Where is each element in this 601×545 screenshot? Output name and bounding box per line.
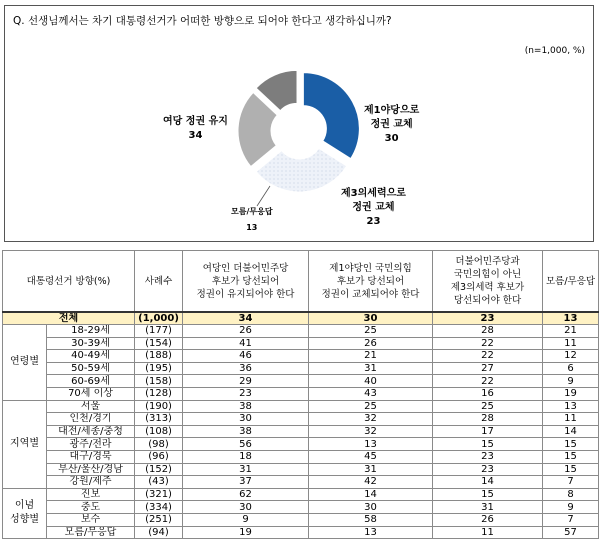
row-label: 서울 — [47, 400, 135, 413]
cell-value: 14 — [309, 488, 433, 501]
cell-value: 14 — [433, 476, 543, 489]
cell-value: 8 — [543, 488, 599, 501]
table-row — [3, 337, 599, 350]
table-row — [3, 463, 599, 476]
group-label — [3, 325, 47, 401]
row-label: 보수 — [47, 513, 135, 526]
row-label: 대구/경북 — [47, 450, 135, 463]
cell-value: 15 — [433, 438, 543, 451]
cell-value: 13 — [309, 438, 433, 451]
sample-count: (190) — [135, 400, 183, 413]
table-row — [3, 438, 599, 451]
total-row — [3, 312, 599, 325]
slice-label-ruling-party — [163, 115, 228, 143]
cell-value: 36 — [183, 362, 309, 375]
cell-value: 38 — [183, 400, 309, 413]
cell-value: 7 — [543, 513, 599, 526]
cell-value: 15 — [543, 450, 599, 463]
cell-value: 32 — [309, 413, 433, 426]
slice-label-third-force — [341, 187, 406, 229]
cell-value: 37 — [183, 476, 309, 489]
cell-value: 58 — [309, 513, 433, 526]
cell-value: 15 — [543, 463, 599, 476]
column-header — [543, 251, 599, 313]
row-label: 대전/세종/충청 — [47, 425, 135, 438]
cell-value: 13 — [543, 400, 599, 413]
group-label-line: 지역별 — [10, 438, 39, 450]
slice-label-line: 제1야당으로 — [364, 105, 420, 116]
column-header-line: 후보가 당선되어 — [211, 275, 280, 287]
row-label: 70세 이상 — [47, 387, 135, 400]
cell-value: 17 — [433, 425, 543, 438]
slice-label-value: 30 — [384, 133, 399, 144]
question-panel — [4, 5, 594, 242]
pie-chart — [5, 6, 593, 241]
cell-value: 30 — [309, 501, 433, 514]
slice-label-no-answer — [231, 206, 273, 234]
table-header — [3, 251, 599, 313]
cell-value: 18 — [183, 450, 309, 463]
column-header-line: 제1야당인 국민의힘 — [329, 262, 412, 274]
row-label: 모름/무응답 — [47, 526, 135, 539]
group-label — [3, 400, 47, 488]
group-label-line: 성향별 — [10, 514, 39, 526]
cell-value: 31 — [309, 463, 433, 476]
cell-value: 11 — [433, 526, 543, 539]
column-header — [183, 251, 309, 313]
sample-count: (177) — [135, 325, 183, 338]
cell-value: 9 — [543, 375, 599, 388]
cell-value: 11 — [543, 337, 599, 350]
table-row — [3, 325, 599, 338]
row-label: 진보 — [47, 488, 135, 501]
slice-label-value: 34 — [188, 130, 203, 141]
slice-label-line: 정권 교체 — [370, 119, 413, 130]
table-body — [3, 312, 599, 539]
sample-count: (128) — [135, 387, 183, 400]
cell-value: 30 — [183, 501, 309, 514]
cell-value: 25 — [309, 400, 433, 413]
cell-value: 34 — [183, 312, 309, 325]
sample-count: (108) — [135, 425, 183, 438]
sample-count: (154) — [135, 337, 183, 350]
cell-value: 26 — [309, 337, 433, 350]
column-header-line: 더불어민주당과 — [455, 256, 520, 267]
table-row — [3, 425, 599, 438]
sample-count: (94) — [135, 526, 183, 539]
sample-count: (188) — [135, 350, 183, 363]
column-header-line: 정권이 교체되어야 한다 — [321, 288, 420, 300]
table-row — [3, 513, 599, 526]
cell-value: 22 — [433, 337, 543, 350]
sample-count: (313) — [135, 413, 183, 426]
cell-value: 57 — [543, 526, 599, 539]
row-label: 부산/울산/경남 — [47, 463, 135, 476]
cell-value: 26 — [183, 325, 309, 338]
cell-value: 42 — [309, 476, 433, 489]
table-row — [3, 400, 599, 413]
header-row — [3, 251, 599, 313]
column-header — [135, 251, 183, 313]
question-text: Q. 선생님께서는 차기 대통령선거가 어떠한 방향으로 되어야 한다고 생각하십니까? — [13, 15, 392, 27]
row-label: 광주/전라 — [47, 438, 135, 451]
column-header-line: 여당인 더불어민주당 — [202, 262, 289, 274]
cell-value: 62 — [183, 488, 309, 501]
sample-count: (251) — [135, 513, 183, 526]
cell-value: 26 — [433, 513, 543, 526]
cell-value: 13 — [309, 526, 433, 539]
pie-slice-1 — [303, 73, 359, 159]
row-label: 전체 — [3, 312, 135, 325]
column-header-line: 당선되어야 한다 — [453, 295, 522, 306]
column-header-line: 국민의힘이 아닌 — [453, 269, 522, 280]
cell-value: 9 — [183, 513, 309, 526]
cell-value: 23 — [433, 450, 543, 463]
sample-count: (96) — [135, 450, 183, 463]
cell-value: 7 — [543, 476, 599, 489]
cell-value: 15 — [543, 438, 599, 451]
cell-value: 23 — [433, 312, 543, 325]
row-label: 18-29세 — [47, 325, 135, 338]
cell-value: 25 — [433, 400, 543, 413]
column-header — [433, 251, 543, 313]
row-label: 중도 — [47, 501, 135, 514]
cell-value: 21 — [309, 350, 433, 363]
cell-value: 9 — [543, 501, 599, 514]
sample-size-note: (n=1,000, %) — [524, 46, 585, 56]
sample-count: (43) — [135, 476, 183, 489]
table-row — [3, 387, 599, 400]
table-row — [3, 362, 599, 375]
slice-label-first-opposition — [364, 104, 419, 146]
cell-value: 31 — [183, 463, 309, 476]
column-header-line: 후보가 당선되어 — [336, 275, 405, 287]
cell-value: 19 — [543, 387, 599, 400]
pie-slice-3 — [238, 93, 277, 167]
row-label: 40-49세 — [47, 350, 135, 363]
no-answer-leader-line — [257, 186, 270, 206]
cell-value: 28 — [433, 413, 543, 426]
sample-count: (321) — [135, 488, 183, 501]
slice-label-text: 모름/무응답 — [231, 207, 273, 216]
slice-label-text: 여당 정권 유지 — [163, 116, 228, 127]
cell-value: 40 — [309, 375, 433, 388]
table-row — [3, 350, 599, 363]
row-label: 인천/경기 — [47, 413, 135, 426]
column-header-line: 제3의세력 후보가 — [450, 282, 525, 293]
cell-value: 21 — [543, 325, 599, 338]
column-header-line: 사례수 — [144, 275, 173, 287]
sample-count: (195) — [135, 362, 183, 375]
table-row — [3, 476, 599, 489]
sample-count: (1,000) — [135, 312, 183, 325]
cell-value: 30 — [309, 312, 433, 325]
cell-value: 15 — [433, 488, 543, 501]
cell-value: 31 — [433, 501, 543, 514]
slice-label-value: 23 — [366, 216, 381, 227]
cell-value: 23 — [183, 387, 309, 400]
sample-count: (334) — [135, 501, 183, 514]
cell-value: 38 — [183, 425, 309, 438]
sample-count: (158) — [135, 375, 183, 388]
cell-value: 16 — [433, 387, 543, 400]
crosstab-table — [2, 250, 599, 539]
sample-count: (98) — [135, 438, 183, 451]
cell-value: 56 — [183, 438, 309, 451]
column-header — [309, 251, 433, 313]
column-header-line: 대통령선거 방향(%) — [26, 275, 111, 287]
cell-value: 29 — [183, 375, 309, 388]
slice-label-line: 제3의세력으로 — [341, 188, 406, 199]
cell-value: 45 — [309, 450, 433, 463]
table-row — [3, 488, 599, 501]
cell-value: 32 — [309, 425, 433, 438]
slice-label-value: 13 — [246, 223, 258, 232]
cell-value: 28 — [433, 325, 543, 338]
table-row — [3, 413, 599, 426]
cell-value: 31 — [309, 362, 433, 375]
cell-value: 14 — [543, 425, 599, 438]
cell-value: 30 — [183, 413, 309, 426]
table-row — [3, 501, 599, 514]
table-row — [3, 375, 599, 388]
cell-value: 12 — [543, 350, 599, 363]
cell-value: 27 — [433, 362, 543, 375]
row-label: 50-59세 — [47, 362, 135, 375]
group-label-line: 이념 — [14, 500, 35, 512]
group-label — [3, 488, 47, 538]
column-header-line: 모름/무응답 — [545, 275, 596, 287]
row-label: 60-69세 — [47, 375, 135, 388]
row-label: 30-39세 — [47, 337, 135, 350]
cell-value: 19 — [183, 526, 309, 539]
column-header — [3, 251, 135, 313]
sample-count: (152) — [135, 463, 183, 476]
cell-value: 41 — [183, 337, 309, 350]
column-header-line: 정권이 유지되어야 한다 — [196, 288, 295, 300]
cell-value: 23 — [433, 463, 543, 476]
pie-slice-2 — [256, 148, 346, 192]
cell-value: 6 — [543, 362, 599, 375]
cell-value: 46 — [183, 350, 309, 363]
cell-value: 43 — [309, 387, 433, 400]
cell-value: 25 — [309, 325, 433, 338]
cell-value: 11 — [543, 413, 599, 426]
cell-value: 13 — [543, 312, 599, 325]
table-row — [3, 450, 599, 463]
table-row — [3, 526, 599, 539]
group-label-line: 연령별 — [10, 356, 39, 368]
cell-value: 22 — [433, 350, 543, 363]
cell-value: 22 — [433, 375, 543, 388]
row-label: 강원/제주 — [47, 476, 135, 489]
slice-label-line: 정권 교체 — [352, 202, 395, 213]
